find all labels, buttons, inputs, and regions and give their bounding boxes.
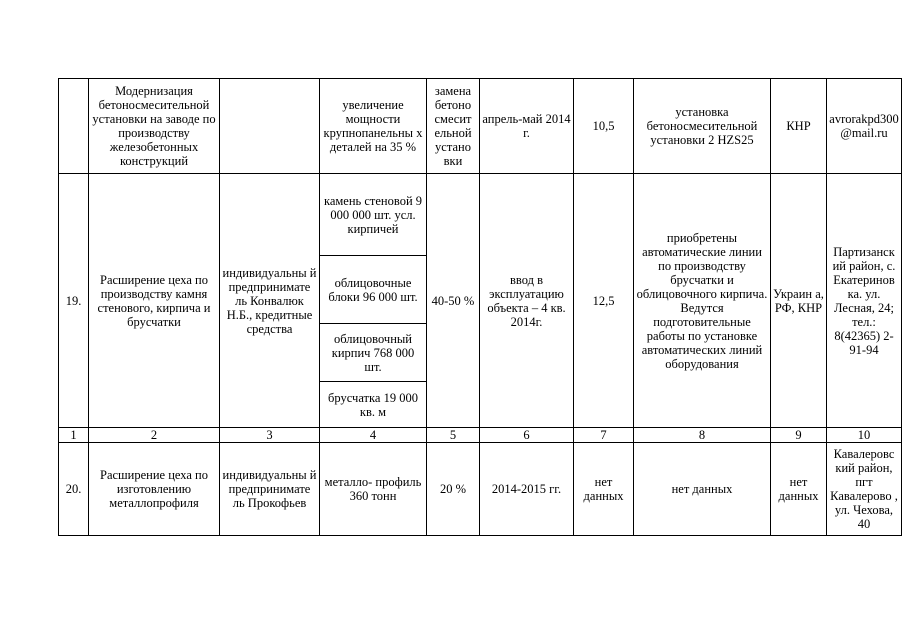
- project-name-cell: Модернизация бетоносмесительной установки на заводе по производству железобетонных конструкций: [89, 79, 220, 174]
- status-cell: нет данных: [634, 443, 771, 536]
- capacity-cell: металло- профиль 360 тонн: [320, 443, 427, 536]
- project-name-cell: Расширение цеха по изготовлению металлопрофиля: [89, 443, 220, 536]
- column-number: 4: [320, 428, 427, 443]
- country-cell: Украин а, РФ, КНР: [771, 174, 827, 428]
- period-cell: 2014-2015 гг.: [480, 443, 574, 536]
- capacity-cell-facing-brick: облицовочный кирпич 768 000 шт.: [320, 324, 427, 382]
- column-numbers-row: [59, 428, 902, 443]
- row-number-cell: 19.: [59, 174, 89, 428]
- column-number: 1: [59, 428, 89, 443]
- column-number: 2: [89, 428, 220, 443]
- investment-projects-table: [58, 78, 902, 536]
- amount-cell: 12,5: [574, 174, 634, 428]
- country-cell: КНР: [771, 79, 827, 174]
- investor-cell: индивидуальны й предпринимате ль Прокофьев: [220, 443, 320, 536]
- percent-cell: 40-50 %: [427, 174, 480, 428]
- capacity-cell: увеличение мощности крупнопанельны х деталей на 35 %: [320, 79, 427, 174]
- capacity-cell-facing-blocks: облицовочные блоки 96 000 шт.: [320, 256, 427, 324]
- row-number-cell: 20.: [59, 443, 89, 536]
- period-cell: апрель-май 2014 г.: [480, 79, 574, 174]
- column-number: 5: [427, 428, 480, 443]
- contact-cell: Партизанск ий район, с. Екатеринов ка. ул. Лесная, 24; тел.: 8(42365) 2-91-94: [827, 174, 902, 428]
- column-number: 8: [634, 428, 771, 443]
- amount-cell: 10,5: [574, 79, 634, 174]
- project-name-cell: Расширение цеха по производству камня стенового, кирпича и брусчатки: [89, 174, 220, 428]
- column-number: 10: [827, 428, 902, 443]
- status-cell: установка бетоносмесительной установки 2 HZS25: [634, 79, 771, 174]
- contact-email-cell: avrorakpd300@mail.ru: [827, 79, 902, 174]
- status-cell: приобретены автоматические линии по производству брусчатки и облицовочного кирпича. Ведутся подготовительные работы по установке автоматических линий оборудования: [634, 174, 771, 428]
- contact-cell: Кавалеровс кий район, пгт Кавалерово , ул. Чехова, 40: [827, 443, 902, 536]
- period-cell: ввод в эксплуатацию объекта – 4 кв. 2014г.: [480, 174, 574, 428]
- country-cell: нет данных: [771, 443, 827, 536]
- capacity-cell-paving: брусчатка 19 000 кв. м: [320, 382, 427, 428]
- percent-cell: замена бетоно смесит ельной устано вки: [427, 79, 480, 174]
- capacity-cell-wall-stone: камень стеновой 9 000 000 шт. усл. кирпичей: [320, 174, 427, 256]
- percent-cell: 20 %: [427, 443, 480, 536]
- column-number: 7: [574, 428, 634, 443]
- table-row-19: [59, 174, 902, 256]
- column-number: 3: [220, 428, 320, 443]
- column-number: 6: [480, 428, 574, 443]
- investor-cell: [220, 79, 320, 174]
- table-row-20: [59, 443, 902, 536]
- column-number: 9: [771, 428, 827, 443]
- row-number-cell: [59, 79, 89, 174]
- investor-cell: индивидуальны й предпринимате ль Конвалюк Н.Б., кредитные средства: [220, 174, 320, 428]
- amount-cell: нет данных: [574, 443, 634, 536]
- table-row-continued: [59, 79, 902, 174]
